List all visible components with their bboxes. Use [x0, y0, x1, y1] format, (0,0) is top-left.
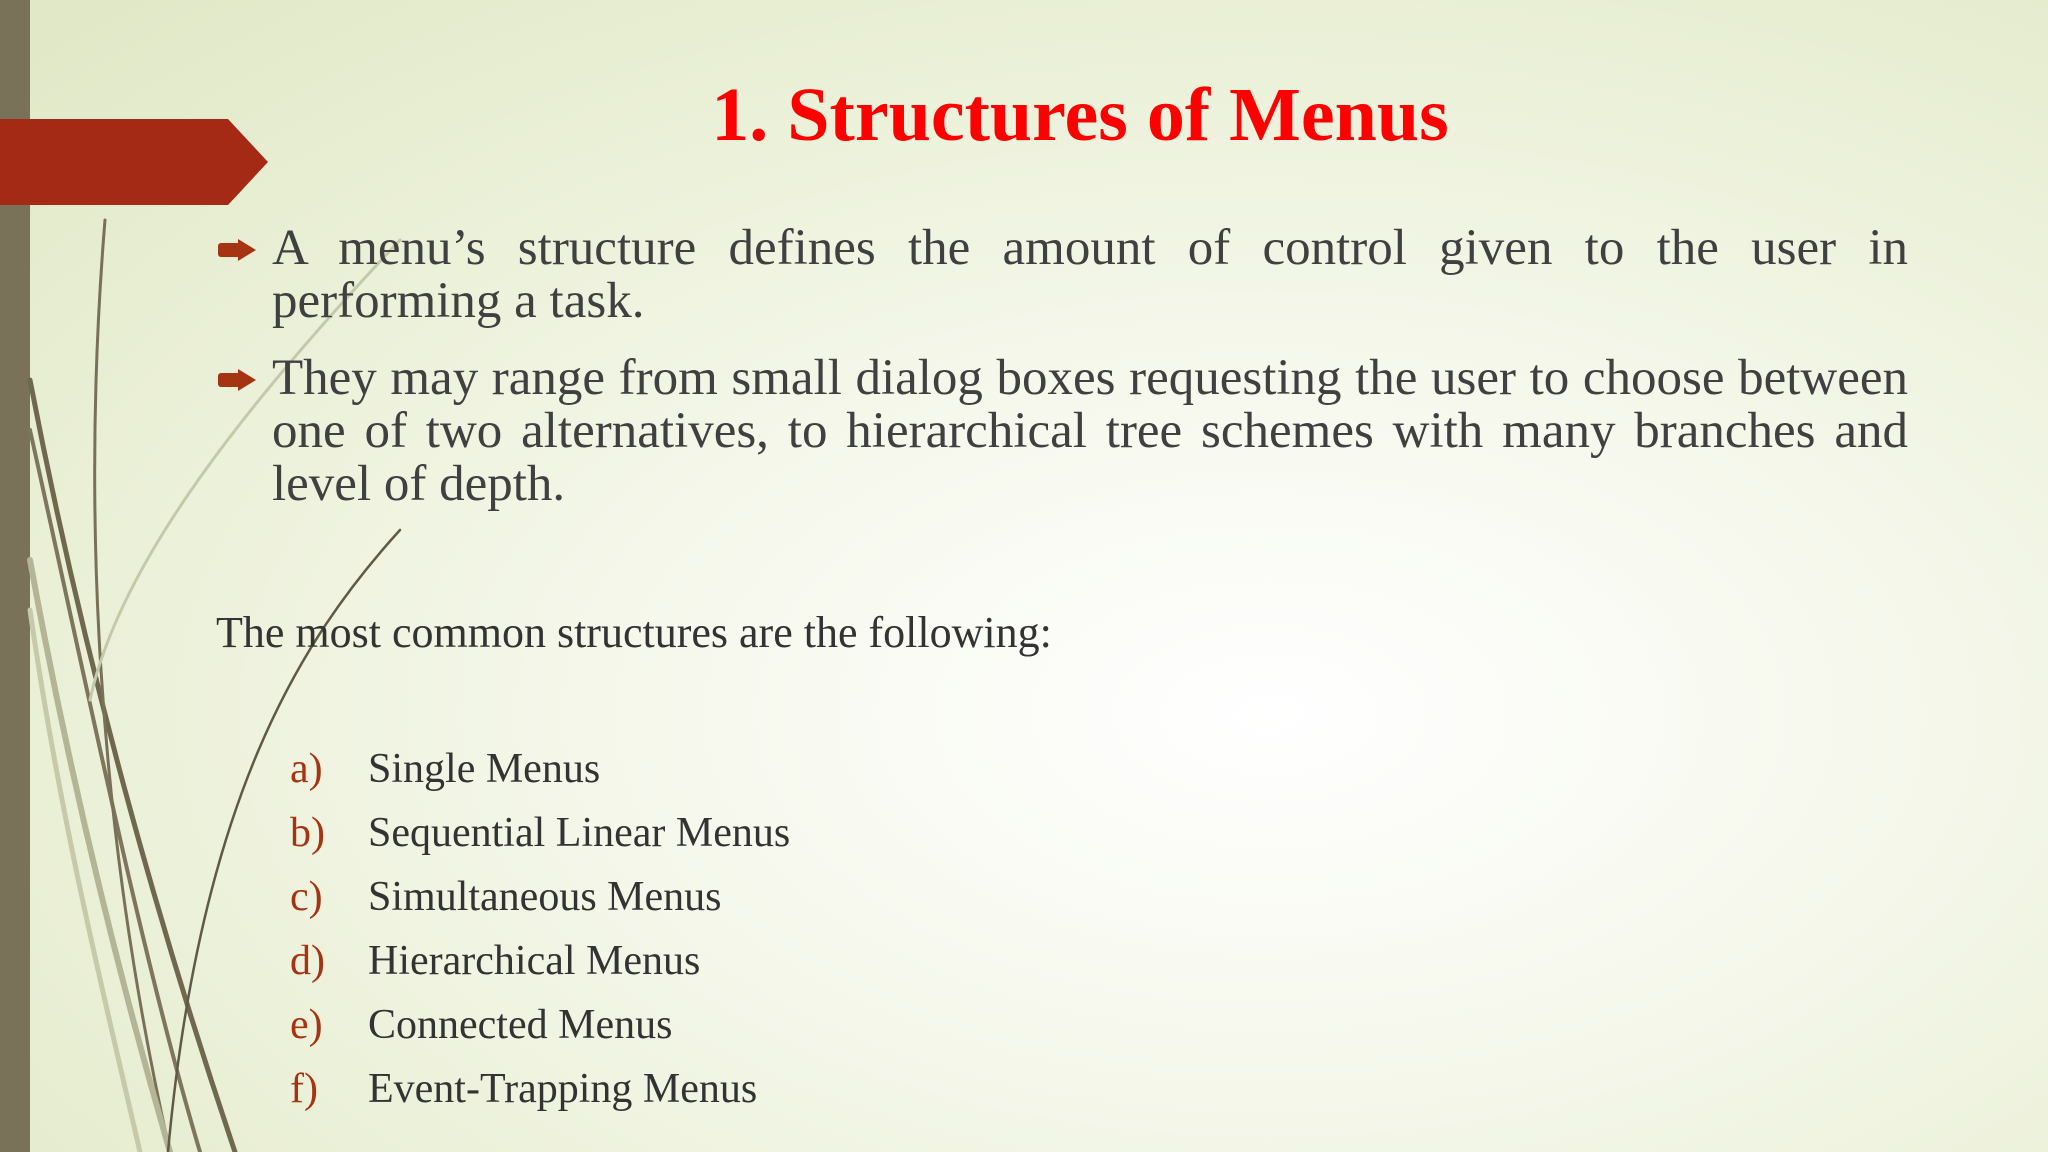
- list-marker: a): [290, 746, 323, 792]
- list-item: [290, 996, 790, 1060]
- bullet-item: [216, 222, 1908, 328]
- list-item: [290, 740, 790, 804]
- list-item: [290, 1060, 790, 1124]
- list-marker: c): [290, 874, 323, 920]
- bullet-text: They may range from small dialog boxes requesting the user to choose between one of two alternatives, to hierarchical tree schemes with many branches and level of depth.: [272, 350, 1908, 512]
- title-arrow-tab: [0, 119, 270, 205]
- arrow-bullet-icon: [218, 239, 256, 261]
- bullet-item: [216, 352, 1908, 511]
- list-marker: b): [290, 810, 325, 856]
- structures-intro: The most common structures are the following:: [216, 608, 1052, 657]
- list-item: [290, 868, 790, 932]
- list-label: Simultaneous Menus: [368, 874, 722, 920]
- list-label: Single Menus: [368, 746, 601, 792]
- arrow-bullet-icon: [218, 369, 256, 391]
- list-marker: f): [290, 1066, 318, 1112]
- slide-title: 1. Structures of Menus: [711, 73, 1449, 157]
- list-label: Sequential Linear Menus: [368, 810, 791, 856]
- list-label: Hierarchical Menus: [368, 938, 701, 984]
- bullet-text: A menu’s structure defines the amount of control given to the user in performing a task.: [272, 220, 1908, 329]
- list-label: Connected Menus: [368, 1002, 673, 1048]
- list-item: [290, 932, 790, 996]
- structures-list: [290, 740, 790, 1124]
- list-label: Event-Trapping Menus: [368, 1066, 758, 1112]
- list-marker: e): [290, 1002, 323, 1048]
- bullet-list: [216, 222, 1908, 535]
- list-marker: d): [290, 938, 325, 984]
- list-item: [290, 804, 790, 868]
